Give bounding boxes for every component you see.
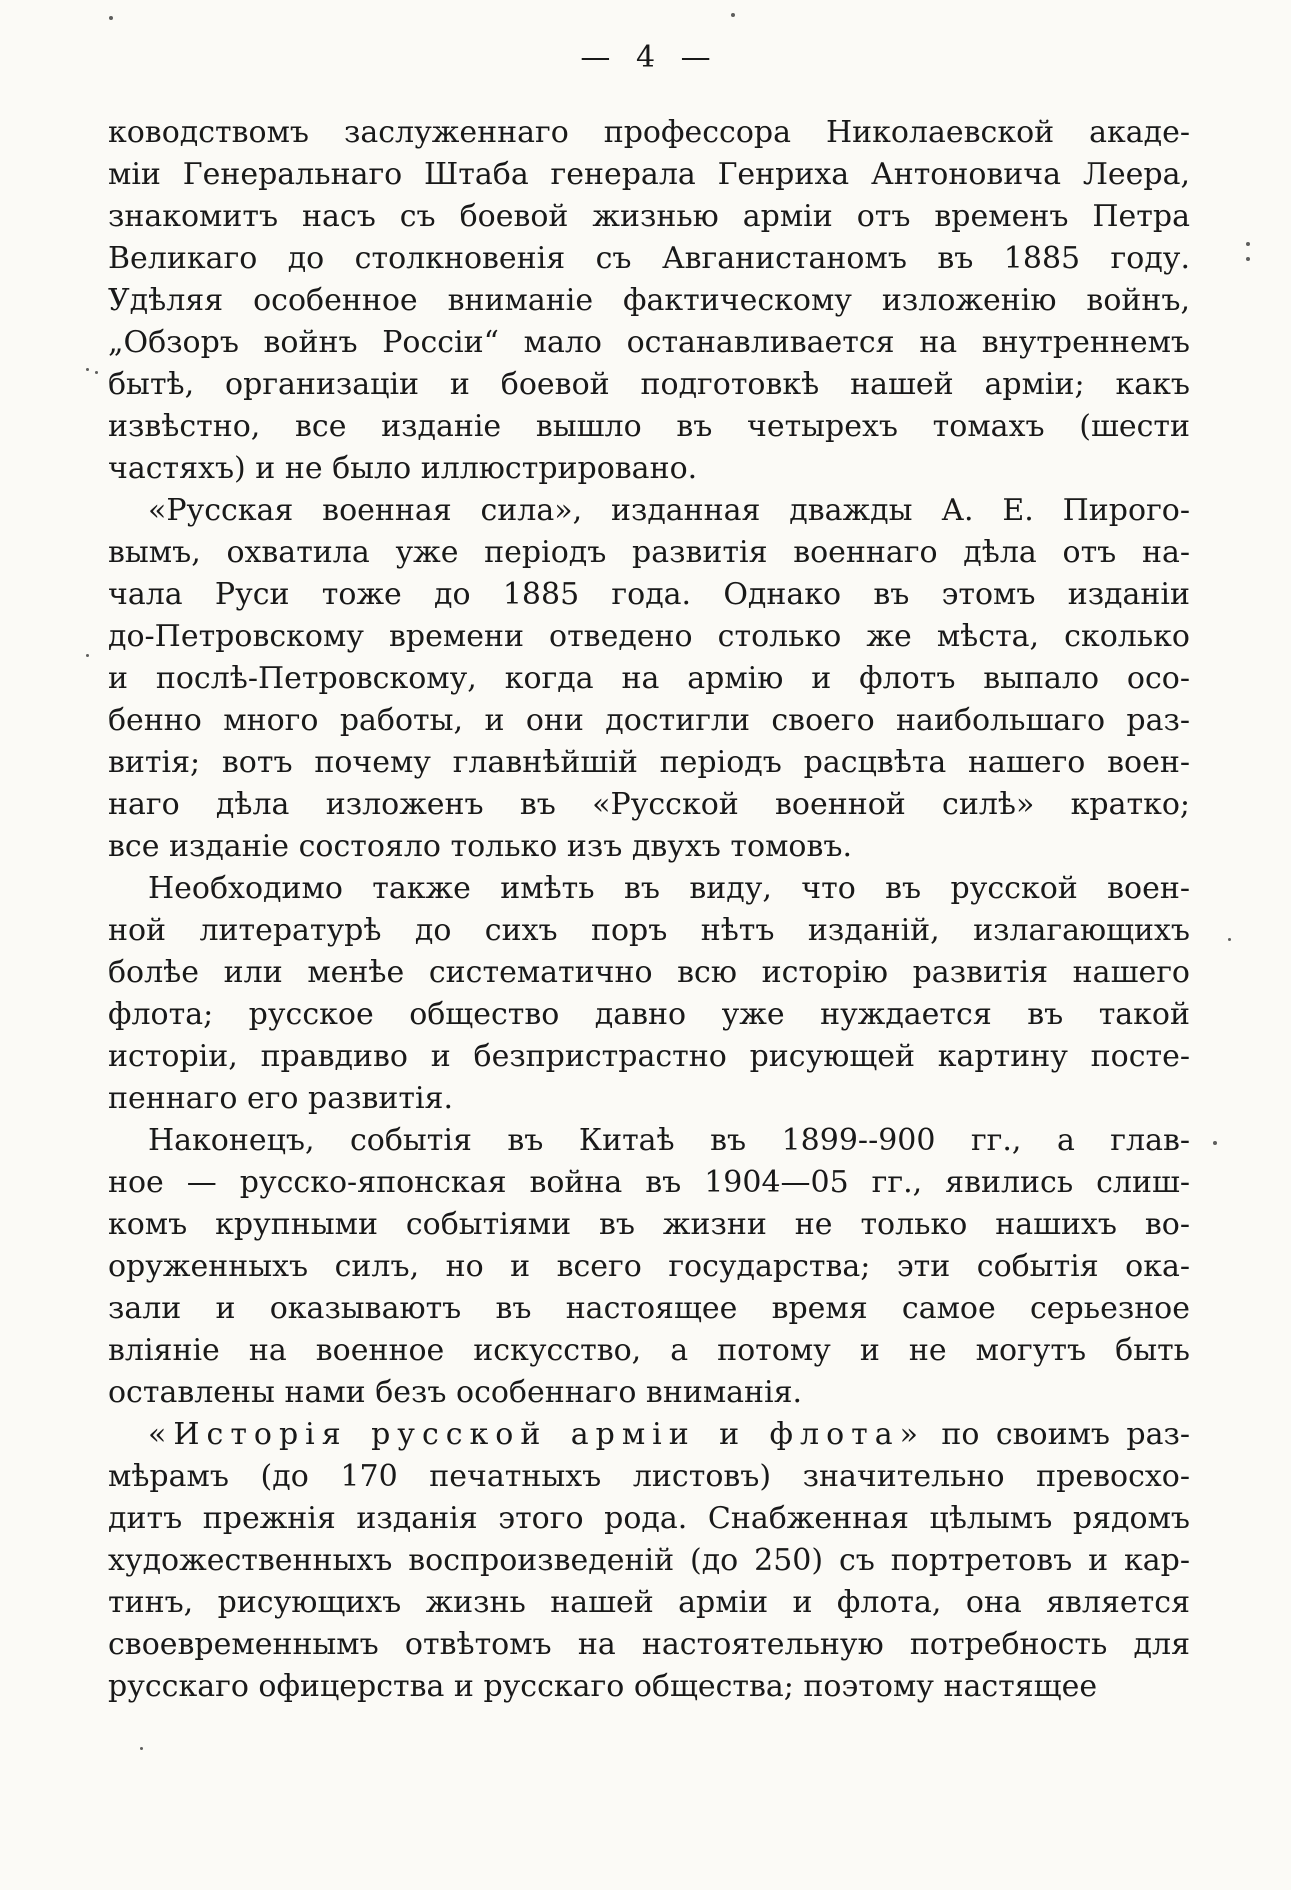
paragraph	[108, 490, 1190, 868]
text-line: все изданіе состояло только изъ двухъ томовъ.	[108, 829, 852, 864]
text-line: Наконецъ, событія въ Китаѣ въ 1899--900 гг., а глав-	[148, 1123, 1190, 1158]
text-line: комъ крупными событіями въ жизни не только нашихъ во-	[108, 1207, 1190, 1242]
text-line: зали и оказываютъ въ настоящее время самое серьезное	[108, 1291, 1190, 1326]
text-line: оставлены нами безъ особеннаго вниманія.	[108, 1375, 803, 1410]
text-line: частяхъ) и не было иллюстрировано.	[108, 451, 698, 486]
text-line: исторіи, правдиво и безпристрастно рисующей картину посте-	[108, 1039, 1190, 1074]
text-line: „Обзоръ войнъ Россіи“ мало останавливается на внутреннемъ	[108, 325, 1190, 360]
text-line: витія; вотъ почему главнѣйшій періодъ расцвѣта нашего воен-	[108, 745, 1190, 780]
text-line	[108, 1414, 1190, 1456]
paragraph	[108, 1120, 1190, 1414]
text-line: вымъ, охватила уже періодъ развитія военнаго дѣла отъ на-	[108, 535, 1190, 570]
text-block	[108, 112, 1190, 1708]
text-line: наго дѣла изложенъ въ «Русской военной силѣ» кратко;	[108, 787, 1190, 822]
text-line: «Русская военная сила», изданная дважды А. Е. Пирого-	[148, 493, 1190, 528]
text-line: флота; русское общество давно уже нуждается въ такой	[108, 997, 1190, 1032]
text-line: художественныхъ воспроизведеній (до 250) съ портретовъ и кар-	[108, 1543, 1190, 1578]
text-line: тинъ, рисующихъ жизнь нашей арміи и флота, она является	[108, 1585, 1190, 1620]
scan-speck	[95, 371, 98, 374]
text-line: ной литературѣ до сихъ поръ нѣтъ изданій, излагающихъ	[108, 913, 1190, 948]
scan-speck	[86, 368, 89, 371]
scan-speck	[140, 1747, 143, 1750]
text-line: вліяніе на военное искусство, а потому и не могутъ быть	[108, 1333, 1190, 1368]
text-line: оруженныхъ силъ, но и всего государства; эти событія ока-	[108, 1249, 1190, 1284]
text-line: бенно много работы, и они достигли своего наибольшаго раз-	[108, 703, 1190, 738]
letterspaced-book-title: «Исторія русской арміи и флота»	[148, 1417, 925, 1452]
paragraph	[108, 1414, 1190, 1708]
text-line: пеннаго его развитія.	[108, 1081, 453, 1116]
text-line: Удѣляя особенное вниманіе фактическому изложенію войнъ,	[108, 283, 1190, 318]
scan-speck	[86, 654, 89, 657]
text-line: дитъ прежнія изданія этого рода. Снабженная цѣлымъ рядомъ	[108, 1501, 1190, 1536]
text-line: Необходимо также имѣть въ виду, что въ русской воен-	[148, 871, 1190, 906]
text-line: до-Петровскому времени отведено столько же мѣста, сколько	[108, 619, 1190, 654]
text-line: русскаго офицерства и русскаго общества; поэтому настящее	[108, 1669, 1098, 1704]
text-line: Великаго до столкновенія съ Авганистаномъ въ 1885 году.	[108, 241, 1190, 276]
scan-speck	[1246, 257, 1250, 261]
text-line: міи Генеральнаго Штаба генерала Генриха Антоновича Леера,	[108, 157, 1190, 192]
text-line: и послѣ-Петровскому, когда на армію и флотъ выпало осо-	[108, 661, 1190, 696]
paragraph	[108, 868, 1190, 1120]
text-line: извѣстно, все изданіе вышло въ четырехъ томахъ (шести	[108, 409, 1190, 444]
scan-speck	[1228, 938, 1231, 941]
page-number-header: — 4 —	[580, 40, 711, 75]
text-line: болѣе или менѣе систематично всю исторію развитія нашего	[108, 955, 1190, 990]
paragraph	[108, 112, 1190, 490]
text-line: бытѣ, организаціи и боевой подготовкѣ нашей арміи; какъ	[108, 367, 1190, 402]
scan-speck	[731, 13, 735, 17]
text-line: ное — русско-японская война въ 1904—05 гг., явились слиш-	[108, 1165, 1190, 1200]
scan-speck	[1246, 242, 1250, 246]
line-text: по своимъ раз-	[925, 1417, 1190, 1452]
scan-speck	[109, 16, 113, 20]
text-line: чала Руси тоже до 1885 года. Однако въ этомъ изданіи	[108, 577, 1190, 612]
text-line: своевременнымъ отвѣтомъ на настоятельную потребность для	[108, 1627, 1190, 1662]
text-line: мѣрамъ (до 170 печатныхъ листовъ) значительно превосхо-	[108, 1459, 1190, 1494]
text-line: ководствомъ заслуженнаго профессора Николаевской акаде-	[108, 115, 1190, 150]
scan-speck	[1213, 1141, 1217, 1145]
text-line: знакомитъ насъ съ боевой жизнью арміи отъ временъ Петра	[108, 199, 1190, 234]
